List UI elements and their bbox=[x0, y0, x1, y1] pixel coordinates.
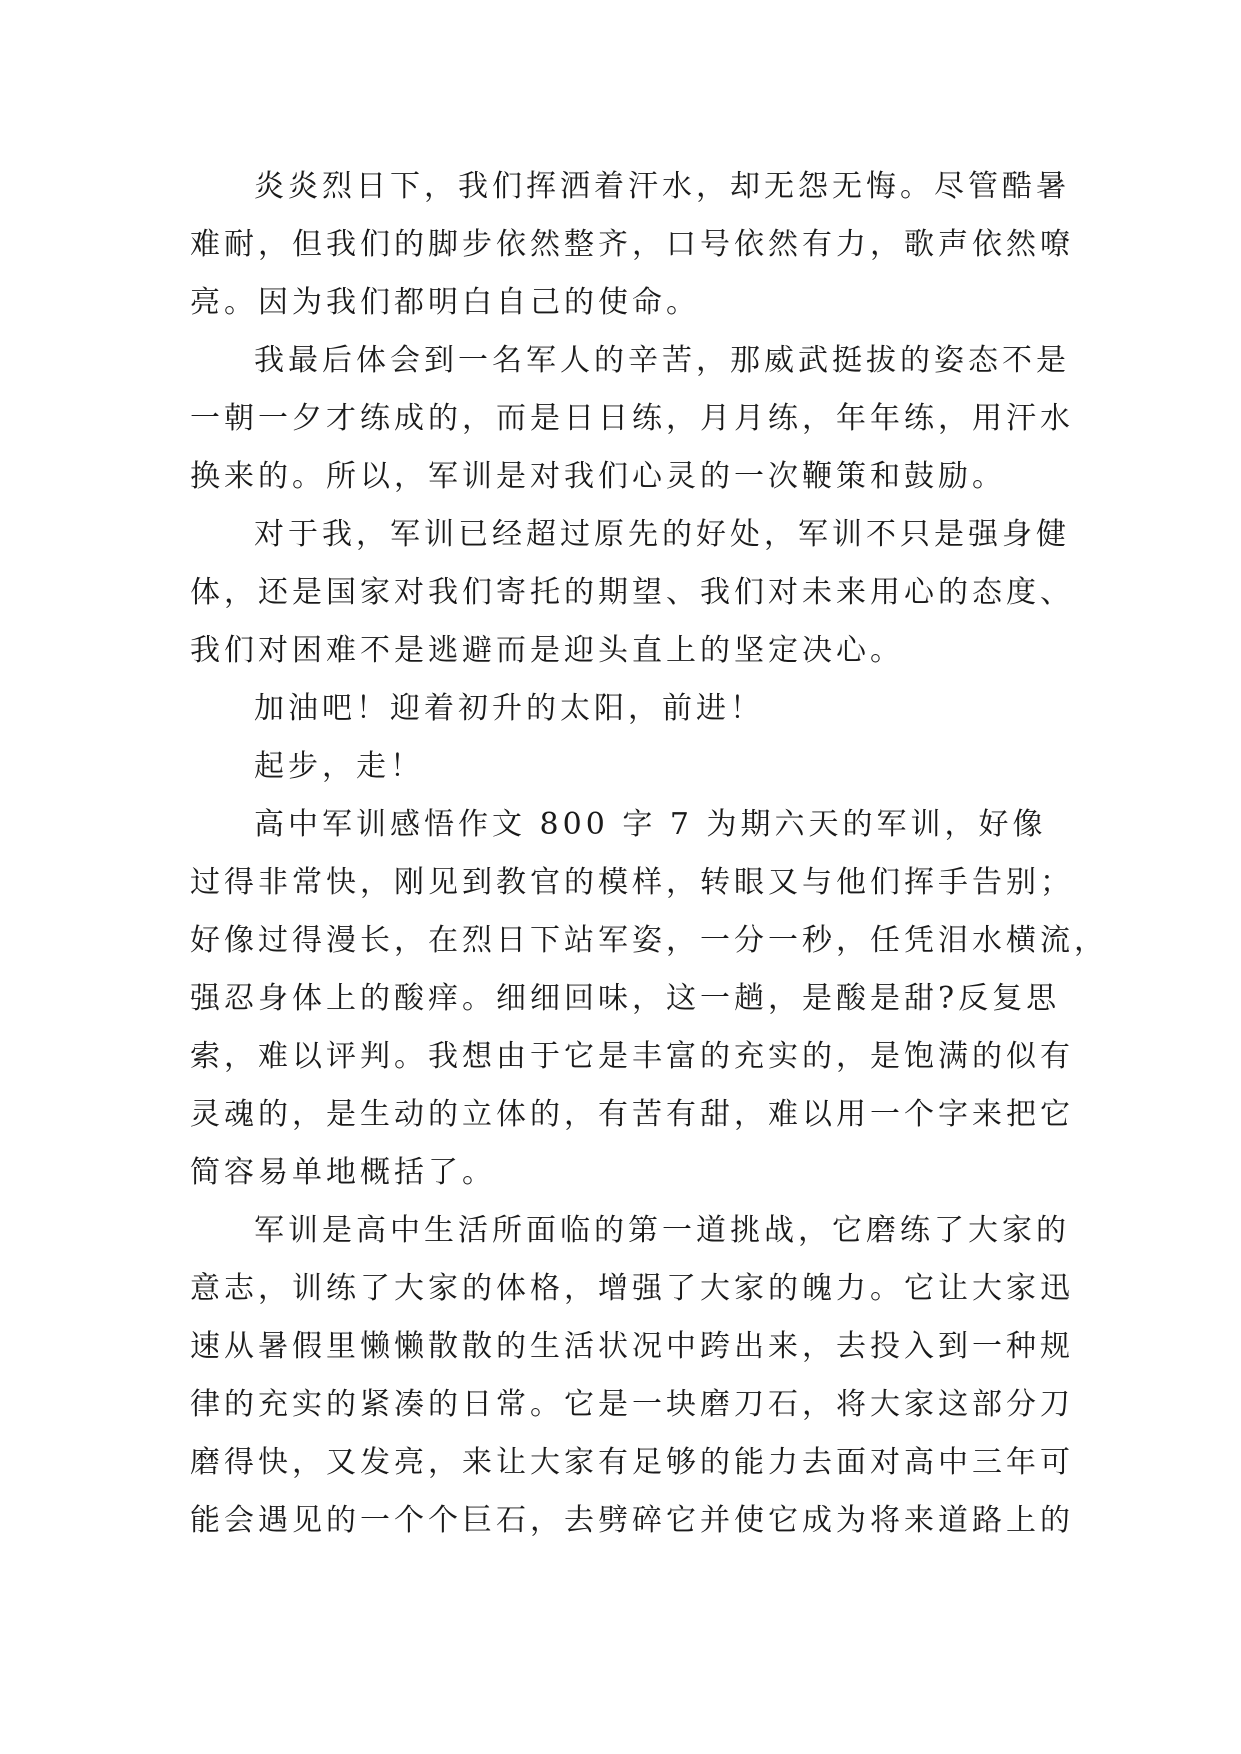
text-line: 我最后体会到一名军人的辛苦，那威武挺拔的姿态不是 bbox=[254, 343, 1070, 378]
text-line: 速从暑假里懒懒散散的生活状况中跨出来，去投入到一种规 bbox=[190, 1329, 1074, 1364]
text-line: 简容易单地概括了。 bbox=[190, 1155, 496, 1190]
text-line: 换来的。所以，军训是对我们心灵的一次鞭策和鼓励。 bbox=[190, 459, 1006, 494]
text-line: 过得非常快，刚见到教官的模样，转眼又与他们挥手告别； bbox=[190, 865, 1074, 900]
text-line: 对于我，军训已经超过原先的好处，军训不只是强身健 bbox=[254, 517, 1070, 552]
text-line: 意志，训练了大家的体格，增强了大家的魄力。它让大家迅 bbox=[190, 1271, 1074, 1306]
text-line: 一朝一夕才练成的，而是日日练，月月练，年年练，用汗水 bbox=[190, 401, 1074, 436]
text-line: 起步，走！ bbox=[254, 749, 424, 784]
text-line: 高中军训感悟作文 800 字 7 为期六天的军训，好像 bbox=[254, 807, 1047, 842]
text-line: 我们对困难不是逃避而是迎头直上的坚定决心。 bbox=[190, 633, 904, 668]
text-line: 难耐，但我们的脚步依然整齐，口号依然有力，歌声依然嘹 bbox=[190, 227, 1074, 262]
text-line: 强忍身体上的酸痒。细细回味，这一趟，是酸是甜?反复思 bbox=[190, 981, 1061, 1016]
text-line: 军训是高中生活所面临的第一道挑战，它磨练了大家的 bbox=[254, 1213, 1070, 1248]
text-line: 炎炎烈日下，我们挥洒着汗水，却无怨无悔。尽管酷暑 bbox=[254, 169, 1070, 204]
text-line: 灵魂的，是生动的立体的，有苦有甜，难以用一个字来把它 bbox=[190, 1097, 1074, 1132]
document-body bbox=[190, 158, 1108, 1550]
text-line: 加油吧！迎着初升的太阳，前进！ bbox=[254, 691, 764, 726]
text-line: 亮。因为我们都明白自己的使命。 bbox=[190, 285, 700, 320]
text-line: 好像过得漫长，在烈日下站军姿，一分一秒，任凭泪水横流， bbox=[190, 923, 1108, 958]
text-line: 索，难以评判。我想由于它是丰富的充实的，是饱满的似有 bbox=[190, 1039, 1074, 1074]
text-line: 能会遇见的一个个巨石，去劈碎它并使它成为将来道路上的 bbox=[190, 1503, 1074, 1538]
text-line: 磨得快，又发亮，来让大家有足够的能力去面对高中三年可 bbox=[190, 1445, 1074, 1480]
text-line: 体，还是国家对我们寄托的期望、我们对未来用心的态度、 bbox=[190, 575, 1074, 610]
text-line: 律的充实的紧凑的日常。它是一块磨刀石，将大家这部分刀 bbox=[190, 1387, 1074, 1422]
